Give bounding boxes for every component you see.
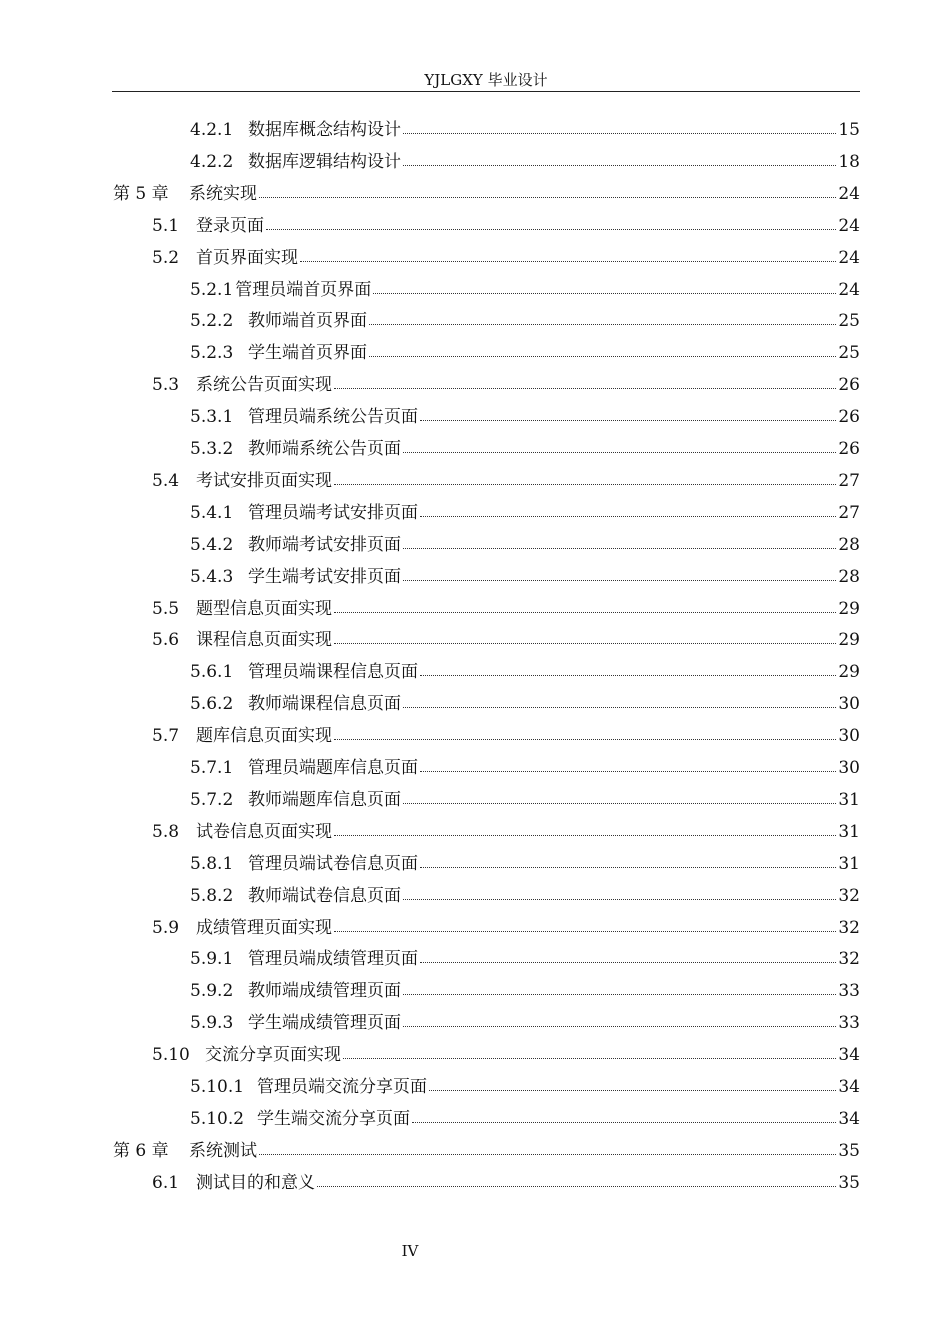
page-footer (0, 1240, 820, 1262)
toc-entry-page: 27 (838, 470, 860, 491)
toc-entry-number: 5.3 (152, 375, 180, 396)
toc-entry-page: 18 (838, 151, 860, 172)
toc-entry-title: 学生端考试安排页面 (248, 566, 401, 587)
toc-dot-leader (403, 1025, 836, 1027)
toc-entry[interactable] (152, 593, 860, 625)
toc-dot-leader (259, 1153, 836, 1155)
toc-entry-page: 32 (838, 917, 860, 938)
toc-entry-number: 5.10.2 (190, 1108, 245, 1129)
toc-entry-page: 34 (838, 1108, 860, 1129)
toc-entry-page: 29 (838, 598, 860, 619)
toc-entry[interactable] (190, 848, 860, 880)
toc-entry-number: 4.2.2 (190, 151, 234, 172)
toc-entry-title: 题库信息页面实现 (196, 726, 332, 747)
toc-entry-number: 5.2.3 (190, 343, 234, 364)
toc-dot-leader (343, 1057, 836, 1059)
toc-entry-page: 15 (838, 120, 860, 140)
toc-entry[interactable] (152, 369, 860, 401)
toc-entry-number: 5.9.3 (190, 1013, 234, 1034)
toc-entry-title: 教师端成绩管理页面 (248, 981, 401, 1002)
toc-entry[interactable] (190, 1007, 860, 1039)
toc-dot-leader (429, 1089, 836, 1091)
toc-entry[interactable] (152, 465, 860, 497)
toc-dot-leader (334, 834, 836, 836)
toc-entry-number: 5.8 (152, 821, 180, 842)
toc-dot-leader (334, 387, 836, 389)
toc-dot-leader (403, 451, 836, 453)
toc-entry-number: 5.2 (152, 247, 180, 268)
toc-entry-title: 数据库逻辑结构设计 (248, 151, 401, 172)
toc-entry-title: 交流分享页面实现 (205, 1045, 341, 1066)
toc-entry-number: 5.7.2 (190, 789, 234, 810)
toc-entry[interactable] (113, 1135, 860, 1167)
toc-entry-page: 35 (838, 1140, 860, 1161)
toc-entry-title: 教师端题库信息页面 (248, 789, 401, 810)
toc-entry-number: 5.2.1 (190, 279, 234, 300)
toc-entry[interactable] (152, 210, 860, 242)
toc-entry-title: 管理员端试卷信息页面 (248, 853, 418, 874)
toc-entry-title: 管理员端题库信息页面 (248, 758, 418, 778)
toc-entry[interactable] (190, 1071, 860, 1103)
toc-dot-leader (334, 483, 836, 485)
toc-entry[interactable] (190, 497, 860, 529)
toc-dot-leader (300, 260, 836, 262)
toc-entry-title: 管理员端系统公告页面 (248, 407, 418, 428)
toc-entry[interactable] (190, 433, 860, 465)
toc-entry-number: 5.2.2 (190, 311, 234, 332)
toc-entry-page: 26 (838, 375, 860, 396)
toc-entry-title: 管理员端成绩管理页面 (248, 949, 418, 970)
toc-entry[interactable] (190, 274, 860, 306)
toc-dot-leader (420, 770, 836, 772)
toc-dot-leader (259, 196, 836, 198)
toc-dot-leader (403, 993, 836, 995)
toc-entry-number: 5.4.1 (190, 502, 234, 523)
toc-dot-leader (420, 866, 836, 868)
toc-dot-leader (334, 611, 836, 613)
toc-entry-page: 26 (838, 407, 860, 428)
toc-dot-leader (403, 898, 836, 900)
toc-entry-title: 管理员端首页界面 (235, 279, 372, 300)
toc-entry-page: 30 (838, 694, 860, 715)
toc-entry-page: 28 (838, 566, 860, 587)
toc-entry-page: 29 (838, 630, 860, 651)
toc-entry[interactable] (152, 720, 860, 752)
toc-entry[interactable] (190, 337, 860, 369)
toc-entry[interactable] (190, 1103, 860, 1135)
toc-entry-number: 5.8.1 (190, 853, 234, 874)
toc-dot-leader (420, 961, 836, 963)
toc-entry[interactable] (190, 656, 860, 688)
toc-dot-leader (403, 802, 836, 804)
toc-dot-leader (334, 930, 836, 932)
toc-entry-page: 28 (838, 534, 860, 555)
toc-entry[interactable] (152, 912, 860, 944)
toc-dot-leader (403, 547, 836, 549)
toc-entry[interactable] (190, 784, 860, 816)
toc-dot-leader (334, 642, 836, 644)
toc-entry-title: 系统公告页面实现 (196, 375, 332, 396)
toc-entry[interactable] (190, 880, 860, 912)
toc-dot-leader (369, 323, 836, 325)
toc-entry[interactable] (152, 624, 860, 656)
toc-entry-title: 登录页面 (196, 215, 264, 236)
toc-entry[interactable] (190, 688, 860, 720)
toc-entry[interactable] (190, 146, 860, 178)
toc-entry-page: 31 (838, 789, 860, 810)
toc-entry-page: 32 (838, 949, 860, 970)
toc-entry-number: 5.9.2 (190, 981, 234, 1002)
toc-entry-number: 5.7 (152, 726, 180, 747)
toc-entry-page: 24 (838, 247, 860, 268)
toc-entry-number: 5.10 (152, 1045, 190, 1066)
toc-dot-leader (334, 738, 836, 740)
toc-entry-title: 学生端首页界面 (248, 343, 367, 364)
toc-entry-number: 5.3.1 (190, 407, 234, 428)
toc-entry[interactable] (190, 943, 860, 975)
toc-entry-number: 5.5 (152, 598, 180, 619)
toc-entry-page: 33 (838, 1013, 860, 1034)
toc-entry-page: 29 (838, 662, 860, 683)
toc-dot-leader (420, 674, 836, 676)
toc-entry-title: 学生端交流分享页面 (257, 1108, 410, 1129)
toc-entry-page: 31 (838, 821, 860, 842)
toc-entry-page: 32 (838, 885, 860, 906)
toc-entry-number: 4.2.1 (190, 120, 234, 140)
toc-entry-page: 33 (838, 981, 860, 1002)
toc-entry-title: 教师端系统公告页面 (248, 439, 401, 459)
header-title: YJLGXY 毕业设计 (424, 71, 548, 89)
toc-entry-title: 教师端首页界面 (248, 311, 367, 332)
toc-entry-number: 5.3.2 (190, 439, 234, 459)
toc-entry-number: 5.4.2 (190, 534, 234, 555)
toc-entry-page: 30 (838, 726, 860, 747)
toc-entry-page: 31 (838, 853, 860, 874)
toc-entry-title: 管理员端课程信息页面 (248, 662, 418, 683)
toc-entry-number: 6.1 (152, 1172, 180, 1193)
toc-entry-title: 系统实现 (189, 183, 257, 204)
toc-entry[interactable] (190, 401, 860, 433)
toc-dot-leader (317, 1185, 836, 1187)
toc-entry-number: 第 5 章 (113, 183, 169, 204)
toc-entry-title: 管理员端交流分享页面 (257, 1077, 427, 1097)
toc-dot-leader (403, 706, 836, 708)
toc-dot-leader (403, 132, 836, 134)
toc-entry[interactable] (152, 816, 860, 848)
toc-entry[interactable] (190, 752, 860, 784)
toc-entry-number: 5.4.3 (190, 566, 234, 587)
toc-entry-number: 5.10.1 (190, 1077, 245, 1097)
toc-dot-leader (266, 228, 836, 230)
toc-entry-page: 27 (838, 502, 860, 523)
toc-entry-page: 35 (838, 1172, 860, 1193)
toc-entry-title: 首页界面实现 (196, 247, 298, 268)
toc-entry-title: 教师端考试安排页面 (248, 534, 401, 555)
toc-entry-page: 34 (838, 1077, 860, 1097)
toc-entry-page: 30 (838, 758, 860, 778)
toc-entry-title: 成绩管理页面实现 (196, 917, 332, 938)
toc-entry-number: 5.9 (152, 917, 180, 938)
toc-entry[interactable] (190, 305, 860, 337)
toc-dot-leader (420, 515, 836, 517)
toc-entry-title: 数据库概念结构设计 (248, 120, 401, 140)
toc-dot-leader (373, 292, 836, 294)
toc-entry-page: 26 (838, 439, 860, 459)
toc-entry[interactable] (190, 561, 860, 593)
toc-entry-title: 试卷信息页面实现 (196, 821, 332, 842)
toc-entry-number: 5.4 (152, 470, 180, 491)
toc-entry-page: 24 (838, 215, 860, 236)
toc-entry[interactable] (152, 242, 860, 274)
toc-entry-page: 24 (838, 279, 860, 300)
footer-page-number: IV (401, 1242, 419, 1260)
toc-dot-leader (369, 355, 836, 357)
toc-entry-number: 第 6 章 (113, 1140, 169, 1161)
toc-entry-title: 课程信息页面实现 (196, 630, 332, 651)
toc-dot-leader (403, 579, 836, 581)
toc-entry-title: 题型信息页面实现 (196, 598, 332, 619)
toc-entry-title: 考试安排页面实现 (196, 470, 332, 491)
toc-entry-number: 5.6.1 (190, 662, 234, 683)
toc-entry-page: 25 (838, 343, 860, 364)
toc-entry[interactable] (190, 975, 860, 1007)
toc-entry-title: 教师端试卷信息页面 (248, 885, 401, 906)
toc-dot-leader (412, 1121, 836, 1123)
toc-entry-number: 5.9.1 (190, 949, 234, 970)
toc-entry-title: 测试目的和意义 (196, 1172, 315, 1193)
toc-entry-page: 25 (838, 311, 860, 332)
toc-entry-title: 教师端课程信息页面 (248, 694, 401, 715)
toc-entry[interactable] (190, 114, 860, 146)
toc-entry[interactable] (190, 529, 860, 561)
toc-entry-page: 34 (838, 1045, 860, 1066)
toc-entry[interactable] (152, 1167, 860, 1199)
toc-entry[interactable] (152, 1039, 860, 1071)
toc-entry[interactable] (113, 178, 860, 210)
toc-entry-number: 5.6.2 (190, 694, 234, 715)
toc-entry-title: 系统测试 (189, 1140, 257, 1161)
toc-entry-title: 管理员端考试安排页面 (248, 502, 418, 523)
toc-entry-title: 学生端成绩管理页面 (248, 1013, 401, 1034)
toc-entry-number: 5.8.2 (190, 885, 234, 906)
toc-entry-number: 5.7.1 (190, 758, 234, 778)
toc-dot-leader (420, 419, 836, 421)
toc-entry-number: 5.1 (152, 215, 180, 236)
toc-entry-number: 5.6 (152, 630, 180, 651)
toc-entry-page: 24 (838, 183, 860, 204)
page-header (112, 70, 860, 92)
toc-dot-leader (403, 164, 836, 166)
